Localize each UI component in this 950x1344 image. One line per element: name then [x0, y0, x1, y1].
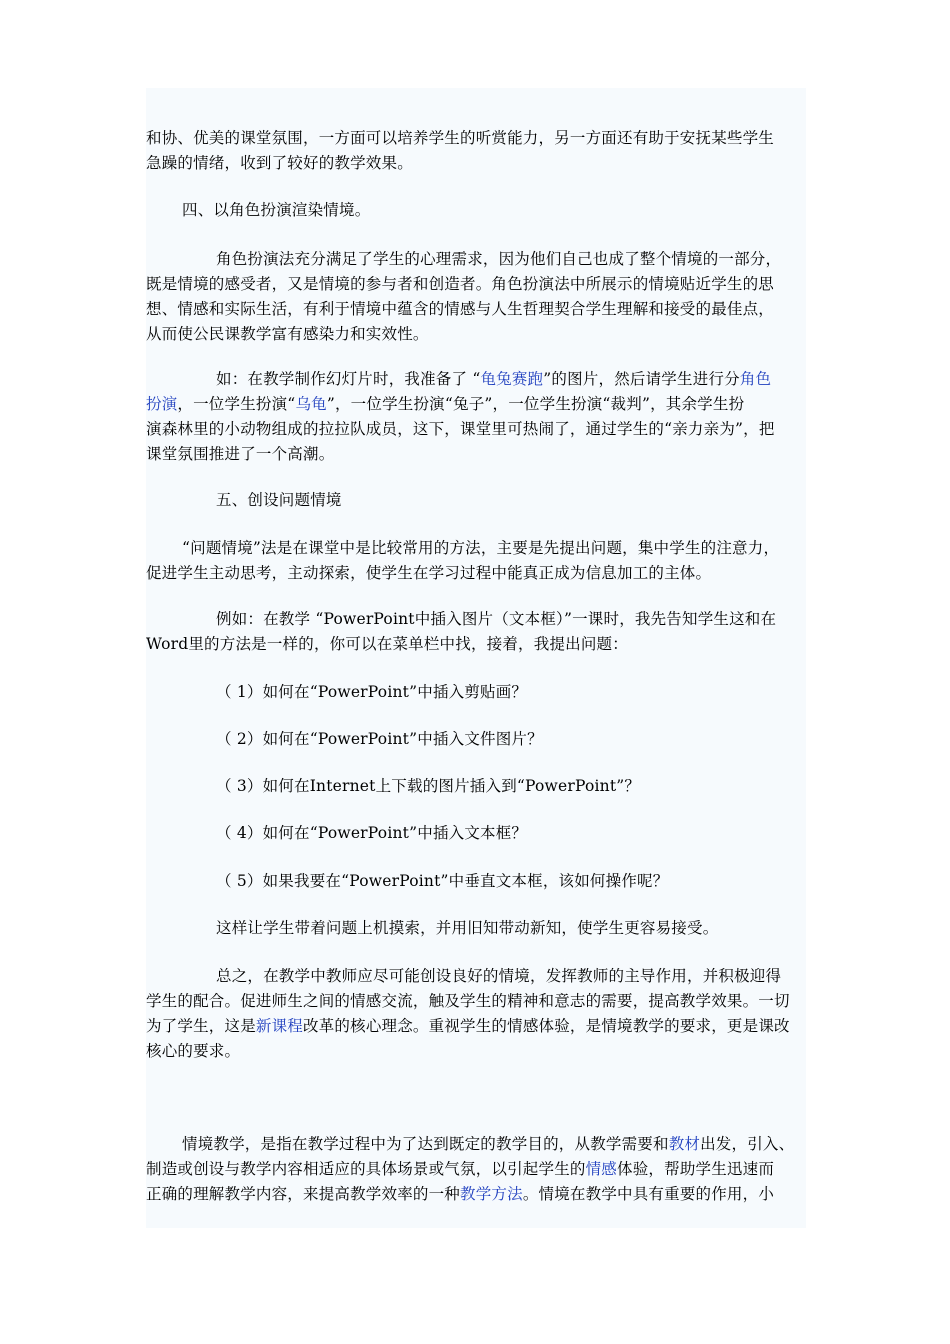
- text-line: [146, 727, 810, 752]
- text-segment: 从而使公民课教学富有感染力和实效性。: [146, 325, 429, 343]
- text-line: [146, 442, 810, 467]
- text-line: [146, 632, 810, 657]
- text-segment: 总之，在教学中教师应尽可能创设良好的情境，发挥教师的主导作用，并积极迎得: [216, 967, 782, 985]
- text-line: [146, 297, 810, 322]
- text-segment: 课堂氛围推进了一个高潮。: [146, 445, 335, 463]
- paragraph-q4: [146, 821, 810, 846]
- text-line: [146, 392, 810, 417]
- inline-link[interactable]: 新课程: [255, 1017, 304, 1035]
- inline-link[interactable]: 龟兔赛跑: [480, 370, 544, 388]
- text-segment: ”，一位学生扮演“兔子”，一位学生扮演“裁判”，其余学生扮: [326, 395, 745, 413]
- text-line: [146, 964, 810, 989]
- text-line: [146, 561, 810, 586]
- text-line: [146, 322, 810, 347]
- text-segment: 演森林里的小动物组成的拉拉队成员，这下，课堂里可热闹了，通过学生的“亲力亲为”，把: [146, 420, 775, 438]
- text-segment: 体验，帮助学生迅速而: [617, 1160, 775, 1178]
- text-line: [146, 1039, 810, 1064]
- paragraph-p1: [146, 126, 810, 176]
- text-segment: 为了学生，这是: [146, 1017, 256, 1035]
- text-line: [146, 198, 810, 223]
- paragraph-q2: [146, 727, 810, 752]
- text-segment: 如：在教学制作幻灯片时，我准备了 “: [216, 370, 481, 388]
- text-line: [146, 1182, 810, 1207]
- text-segment: 和协、优美的课堂氛围，一方面可以培养学生的听赏能力，另一方面还有助于安抚某些学生: [146, 129, 775, 147]
- text-segment: “问题情境”法是在课堂中是比较常用的方法，主要是先提出问题，集中学生的注意力，: [182, 539, 780, 557]
- text-line: [146, 151, 810, 176]
- text-line: [146, 774, 810, 799]
- inline-link[interactable]: 教学方法: [460, 1185, 523, 1203]
- paragraph-h4: [146, 198, 810, 223]
- text-segment: 出发，引入、: [700, 1135, 795, 1153]
- paragraph-p8: [146, 1132, 810, 1207]
- paragraph-p3: [146, 367, 810, 467]
- text-segment: 核心的要求。: [146, 1042, 241, 1060]
- text-segment: 角色扮演法充分满足了学生的心理需求，因为他们自己也成了整个情境的一部分，: [216, 250, 782, 268]
- paragraph-p5: [146, 607, 810, 657]
- text-line: [146, 1132, 810, 1157]
- text-segment: 制造或创设与教学内容相适应的具体场景或气氛，以引起学生的: [146, 1160, 586, 1178]
- text-segment: ，一位学生扮演“: [177, 395, 296, 413]
- paragraph-h5: [146, 488, 810, 513]
- inline-link[interactable]: 情感: [585, 1160, 618, 1178]
- text-line: [146, 916, 810, 941]
- text-segment: 急躁的情绪，收到了较好的教学效果。: [146, 154, 413, 172]
- inline-link[interactable]: 角色: [739, 370, 772, 388]
- text-segment: 情境教学，是指在教学过程中为了达到既定的教学目的，从教学需要和: [182, 1135, 669, 1153]
- text-line: [146, 607, 810, 632]
- text-segment: （ 2）如何在“PowerPoint”中插入文件图片？: [216, 730, 543, 748]
- text-line: [146, 367, 810, 392]
- text-segment: （ 3）如何在Internet上下载的图片插入到“PowerPoint”？: [216, 777, 641, 795]
- paragraph-p2: [146, 247, 810, 347]
- text-line: [146, 989, 810, 1014]
- text-segment: （ 1）如何在“PowerPoint”中插入剪贴画？: [216, 683, 528, 701]
- text-segment: 五、创设问题情境: [216, 491, 342, 509]
- text-segment: 改革的核心理念。重视学生的情感体验，是情境教学的要求，更是课改: [303, 1017, 790, 1035]
- paragraph-q1: [146, 680, 810, 705]
- paragraph-q3: [146, 774, 810, 799]
- paragraph-q5: [146, 869, 810, 894]
- text-segment: 。情境在教学中具有重要的作用，小: [522, 1185, 775, 1203]
- text-line: [146, 417, 810, 442]
- paragraph-p7: [146, 964, 810, 1064]
- text-segment: Word里的方法是一样的，你可以在菜单栏中找，接着，我提出问题：: [146, 635, 628, 653]
- text-line: [146, 1157, 810, 1182]
- text-line: [146, 821, 810, 846]
- text-segment: 既是情境的感受者，又是情境的参与者和创造者。角色扮演法中所展示的情境贴近学生的思: [146, 275, 775, 293]
- text-segment: 想、情感和实际生活，有利于情境中蕴含的情感与人生哲理契合学生理解和接受的最佳点，: [146, 300, 775, 318]
- inline-link[interactable]: 乌龟: [295, 395, 327, 413]
- text-line: [146, 869, 810, 894]
- text-segment: 这样让学生带着问题上机摸索，并用旧知带动新知，使学生更容易接受。: [216, 919, 719, 937]
- text-segment: 正确的理解教学内容，来提高教学效率的一种: [146, 1185, 461, 1203]
- text-segment: 四、以角色扮演渲染情境。: [182, 201, 371, 219]
- inline-link[interactable]: 扮演: [146, 395, 178, 413]
- text-segment: ”的图片，然后请学生进行分: [543, 370, 740, 388]
- text-segment: （ 5）如果我要在“PowerPoint”中垂直文本框，该如何操作呢？: [216, 872, 669, 890]
- paragraph-p6: [146, 916, 810, 941]
- text-line: [146, 488, 810, 513]
- inline-link[interactable]: 教材: [668, 1135, 701, 1153]
- text-line: [146, 126, 810, 151]
- paragraph-p4: [146, 536, 810, 586]
- text-line: [146, 1014, 810, 1039]
- text-segment: （ 4）如何在“PowerPoint”中插入文本框？: [216, 824, 528, 842]
- text-segment: 例如：在教学 “PowerPoint中插入图片（文本框）”一课时，我先告知学生这和在: [216, 610, 777, 628]
- text-line: [146, 272, 810, 297]
- text-line: [146, 536, 810, 561]
- text-segment: 学生的配合。促进师生之间的情感交流，触及学生的精神和意志的需要，提高教学效果。一切: [146, 992, 790, 1010]
- text-line: [146, 247, 810, 272]
- text-line: [146, 680, 810, 705]
- text-segment: 促进学生主动思考，主动探索，使学生在学习过程中能真正成为信息加工的主体。: [146, 564, 712, 582]
